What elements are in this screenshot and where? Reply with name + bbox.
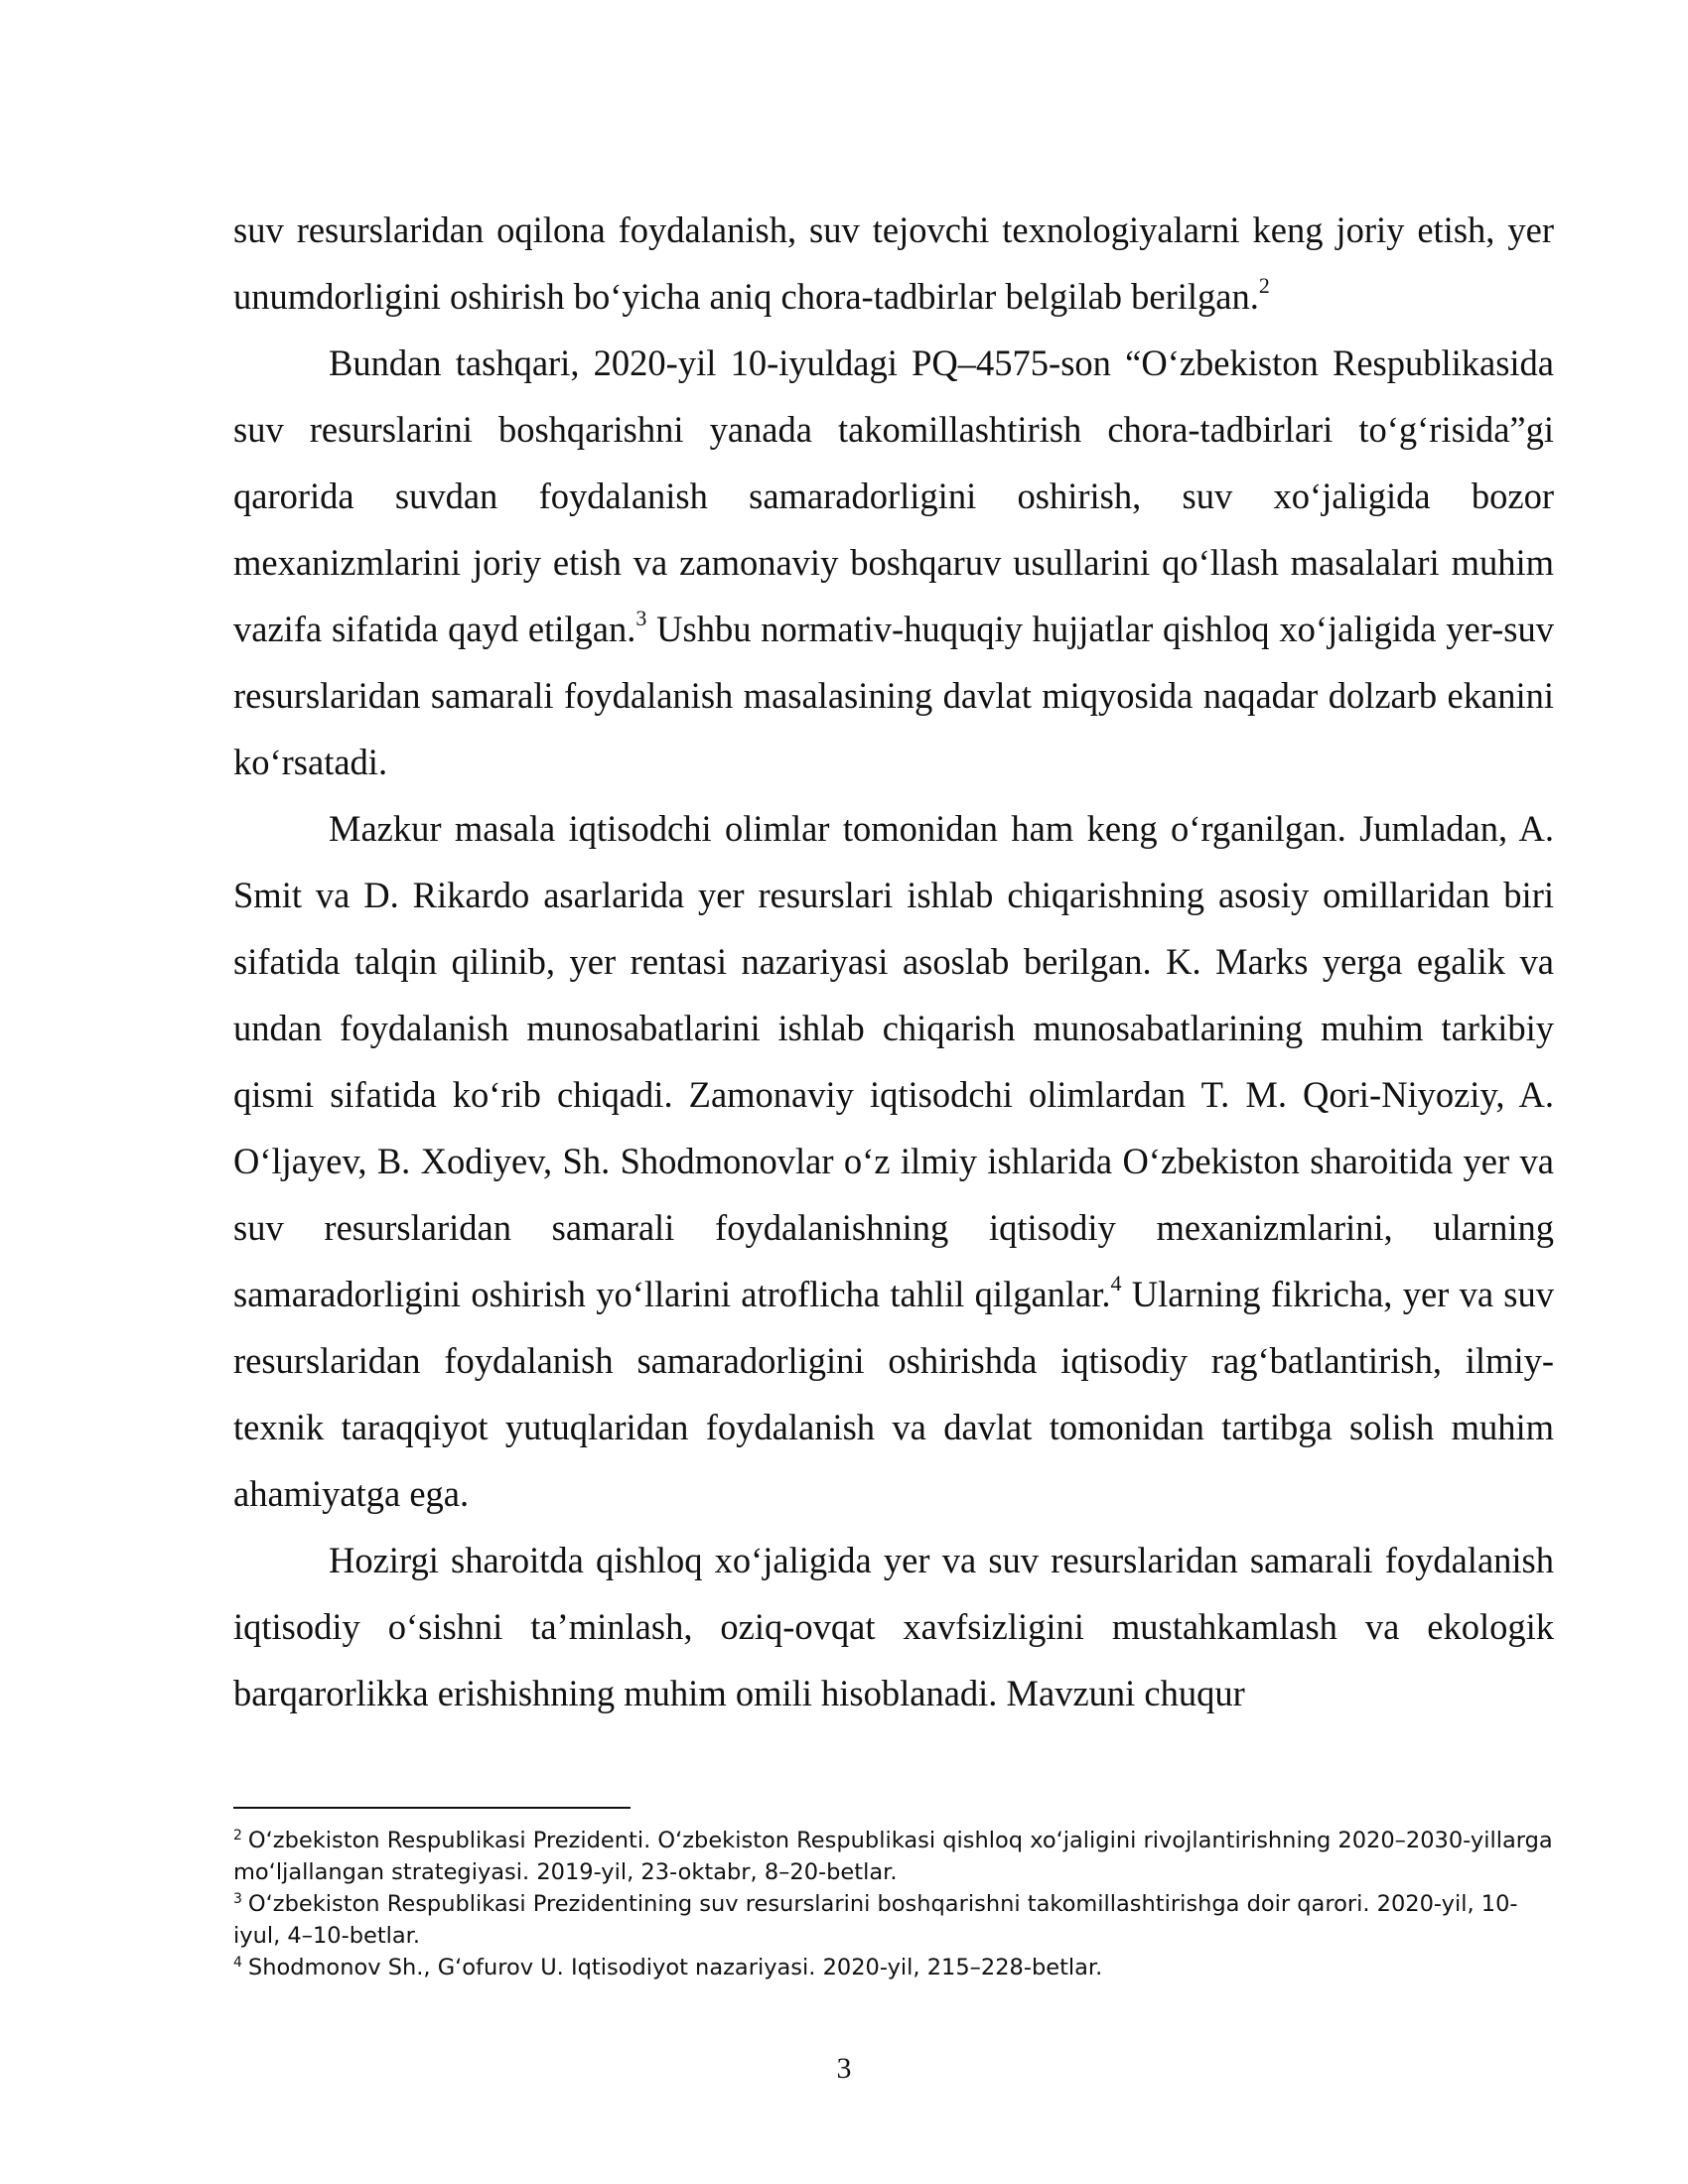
paragraph-text: Mazkur masala iqtisodchi olimlar tomonidan ham keng o‘rganilgan. Jumladan, A. Smit va D. Rikardo asarlarida yer resurslari ishlab chiqarishning asosiy omillaridan biri sifatida talqin qilinib, yer rentasi nazariyasi asoslab berilgan. K. Marks yerga egalik va undan foydalanish munosabatlarini ishlab chiqarish munosabatlarining muhim tarkibiy qismi sifatida ko‘rib chiqadi. Zamonaviy iqtisodchi olimlardan T. M. Qori-Niyoziy, A. O‘ljayev, B. Xodiyev, Sh. Shodmonovlar o‘z ilmiy ishlarida O‘zbekiston sharoitida yer va suv resurslaridan samarali foydalanishning iqtisodiy mexanizmlarini, ularning samaradorligini oshirish yo‘llarini atroflicha tahlil qilganlar. [233, 808, 1554, 1314]
paragraph-text-continued: Ushbu normativ-huquqiy hujjatlar qishloq xo‘jaligida yer-suv resurslaridan samarali foydalanish masalasining davlat miqyosida naqadar dolzarb ekanini ko‘rsatadi. [233, 609, 1554, 782]
paragraph-text: Hozirgi sharoitda qishloq xo‘jaligida yer va suv resurslaridan samarali foydalanish iqtisodiy o‘sishni ta’minlash, oziq-ovqat xavfsizligini mustahkamlash va ekologik barqarorlikka erishishning muhim omili hisoblanadi. Mavzuni chuqur [233, 1540, 1554, 1713]
footnote-ref-3[interactable]: 3 [635, 606, 647, 630]
footnote-separator [233, 1807, 631, 1809]
footnote-text: O‘zbekiston Respublikasi Prezidentining suv resurslarini boshqarishni takomillashtirishga doir qarori. 2020-yil, 10-iyul, 4–10-betlar. [233, 1891, 1518, 1949]
footnote-text: O‘zbekiston Respublikasi Prezidenti. O‘zbekiston Respublikasi qishloq xo‘jaligini rivojlantirishning 2020–2030-yillarga mo‘ljallangan strategiyasi. 2019-yil, 23-oktabr, 8–20-betlar. [233, 1828, 1553, 1885]
paragraph-2 [233, 330, 1554, 795]
footnotes [233, 1825, 1554, 1983]
footnote-number: 4 [233, 1955, 242, 1971]
paragraph-3 [233, 795, 1554, 1527]
footnote-number: 2 [233, 1828, 242, 1843]
footnote-4 [233, 1952, 1554, 1983]
paragraph-1 [233, 197, 1554, 330]
paragraph-text: Bundan tashqari, 2020-yil 10-iyuldagi PQ–4575-son “O‘zbekiston Respublikasida suv resurslarini boshqarishni yanada takomillashtirish chora-tadbirlari to‘g‘risida”gi qarorida suvdan foydalanish samaradorligini oshirish, suv xo‘jaligida bozor mexanizmlarini joriy etish va zamonaviy boshqaruv usullarini qo‘llash masalalari muhim vazifa sifatida qayd etilgan. [233, 342, 1554, 649]
paragraph-4 [233, 1527, 1554, 1726]
body-text [233, 197, 1554, 1726]
footnote-ref-4[interactable]: 4 [1110, 1271, 1122, 1296]
paragraph-text: suv resurslaridan oqilona foydalanish, suv tejovchi texnologiyalarni keng joriy etish, yer unumdorligini oshirish bo‘yicha aniq chora-tadbirlar belgilab berilgan. [233, 209, 1554, 317]
footnote-2 [233, 1825, 1554, 1888]
footnote-text: Shodmonov Sh., G‘ofurov U. Iqtisodiyot nazariyasi. 2020-yil, 215–228-betlar. [247, 1955, 1103, 1980]
footnote-ref-2[interactable]: 2 [1258, 273, 1270, 298]
footnote-number: 3 [233, 1891, 242, 1907]
page-number: 3 [836, 2052, 852, 2085]
paragraph-text-continued: Ularning fikricha, yer va suv resurslaridan foydalanish samaradorligini oshirishda iqtisodiy rag‘batlantirish, ilmiy-texnik taraqqiyot yutuqlaridan foydalanish va davlat tomonidan tartibga solish muhim ahamiyatga ega. [233, 1274, 1554, 1514]
footnote-3 [233, 1888, 1554, 1952]
